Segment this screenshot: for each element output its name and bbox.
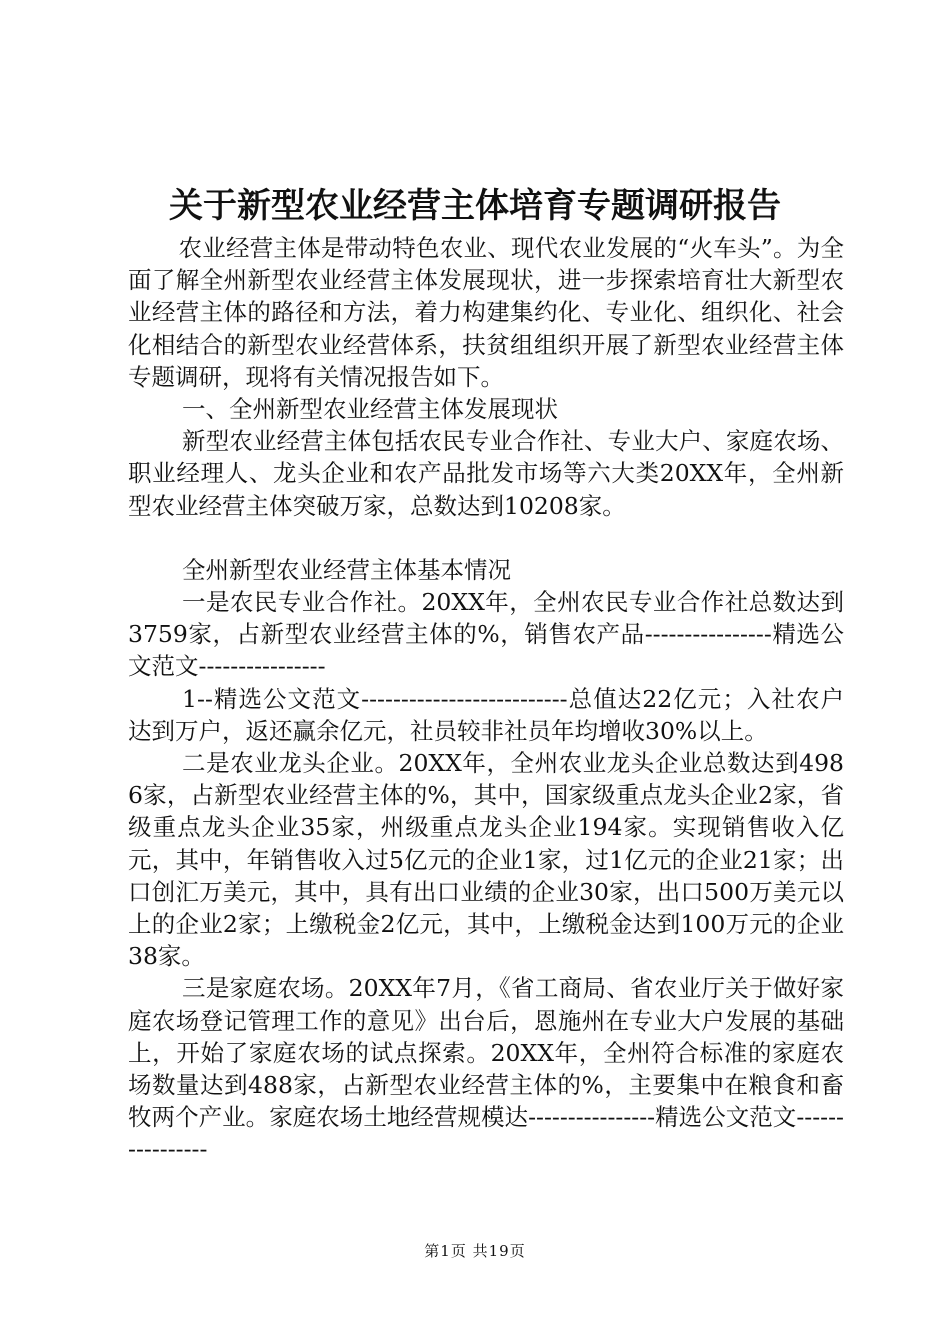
page-number-footer: 第1页 共19页 bbox=[424, 1242, 526, 1260]
overview-paragraph: 新型农业经营主体包括农民专业合作社、专业大户、家庭农场、职业经理人、龙头企业和农产品批发市场等六大类20XX年，全州新型农业经营主体突破万家，总数达到10208家。 bbox=[128, 427, 844, 520]
intro-paragraph: 农业经营主体是带动特色农业、现代农业发展的“火车头”。为全面了解全州新型农业经营主体发展现状，进一步探索培育壮大新型农业经营主体的路径和方法，着力构建集约化、专业化、组织化、社会化相结合的新型农业经营体系，扶贫组组织开展了新型农业经营主体专题调研，现将有关情况报告如下。 bbox=[128, 234, 844, 391]
section-heading: 一、全州新型农业经营主体发展现状 bbox=[182, 395, 559, 424]
cooperatives-paragraph: 一是农民专业合作社。20XX年，全州农民专业合作社总数达到3759家，占新型农业经营主体的%，销售农产品----------------精选公文范文---------------- bbox=[128, 588, 844, 681]
document-title: 关于新型农业经营主体培育专题调研报告 bbox=[169, 186, 781, 226]
document-body bbox=[128, 232, 844, 1166]
blank-line bbox=[128, 522, 844, 554]
subsection-heading: 全州新型农业经营主体基本情况 bbox=[182, 555, 512, 584]
cooperatives-continued-paragraph: 1--精选公文范文--------------------------总值达22亿元；入社农户达到万户，返还赢余亿元，社员较非社员年均增收30%以上。 bbox=[128, 684, 844, 745]
family-farms-paragraph: 三是家庭农场。20XX年7月，《省工商局、省农业厅关于做好家庭农场登记管理工作的意见》出台后，恩施州在专业大户发展的基础上，开始了家庭农场的试点探索。20XX年，全州符合标准的家庭农场数量达到488家，占新型农业经营主体的%，主要集中在粮食和畜牧两个产业。家庭农场土地经营规模达----------------精选公文范文---------------- bbox=[128, 974, 844, 1164]
leading-enterprises-paragraph: 二是农业龙头企业。20XX年，全州农业龙头企业总数达到4986家，占新型农业经营主体的%，其中，国家级重点龙头企业2家，省级重点龙头企业35家，州级重点龙头企业194家。实现销售收入亿元，其中，年销售收入过5亿元的企业1家，过1亿元的企业21家；出口创汇万美元，其中，具有出口业绩的企业30家，出口500万美元以上的企业2家；上缴税金2亿元，其中，上缴税金达到100万元的企业38家。 bbox=[128, 749, 844, 971]
